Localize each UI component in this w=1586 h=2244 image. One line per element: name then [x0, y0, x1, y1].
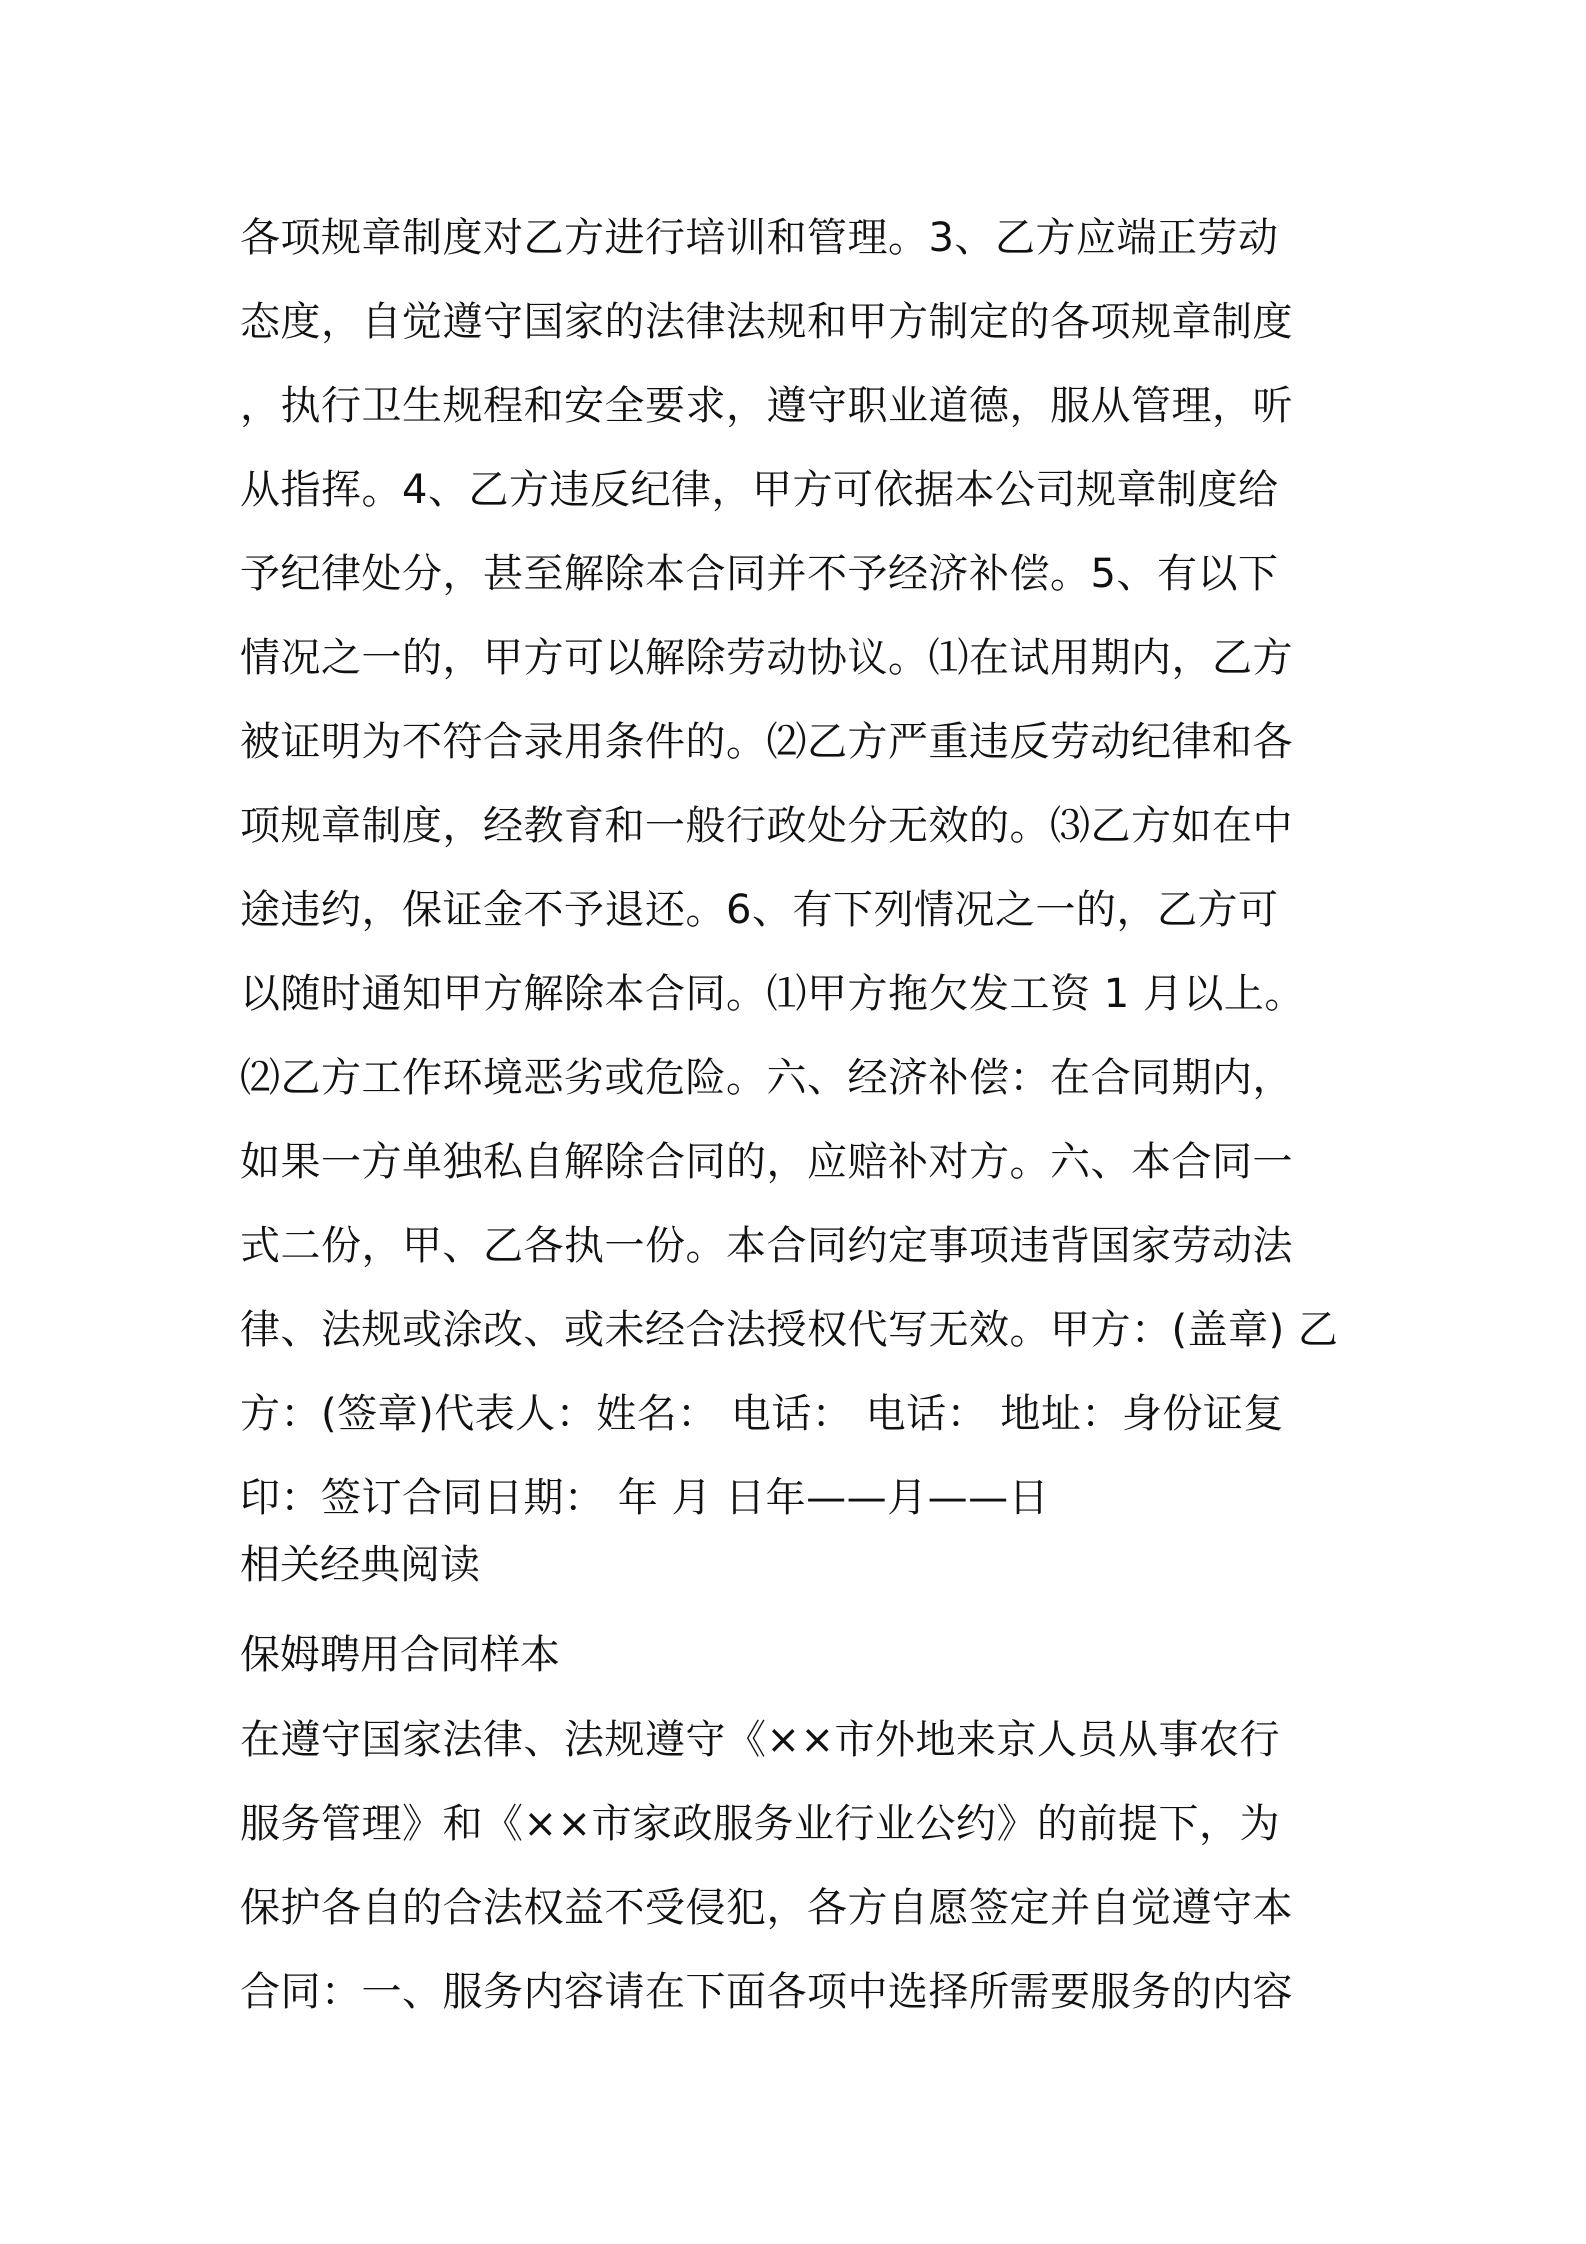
text-line: 予纪律处分，甚至解除本合同并不予经济补偿。5、有以下: [240, 551, 1279, 597]
text-line: ⑵乙方工作环境恶劣或危险。六、经济补偿：在合同期内，: [240, 1055, 1293, 1101]
text-line: 合同：一、服务内容请在下面各项中选择所需要服务的内容: [240, 1969, 1293, 2015]
text-line: 式二份，甲、乙各执一份。本合同约定事项违背国家劳动法: [240, 1223, 1293, 1269]
article-title: 保姆聘用合同样本: [240, 1632, 560, 1678]
text-line: 以随时通知甲方解除本合同。⑴甲方拖欠发工资 1 月以上。: [240, 971, 1305, 1017]
text-line: 被证明为不符合录用条件的。⑵乙方严重违反劳动纪律和各: [240, 719, 1293, 765]
related-reading-heading: 相关经典阅读: [240, 1542, 480, 1588]
text-line: 各项规章制度对乙方进行培训和管理。3、乙方应端正劳动: [240, 215, 1279, 261]
text-line: 态度，自觉遵守国家的法律法规和甲方制定的各项规章制度: [240, 299, 1293, 345]
contract-clauses-paragraph: [240, 196, 1370, 1540]
text-line: 情况之一的，甲方可以解除劳动协议。⑴在试用期内，乙方: [240, 635, 1293, 681]
text-line: 方：(签章)代表人：姓名： 电话： 电话： 地址：身份证复: [240, 1391, 1284, 1437]
related-reading-section: [240, 1530, 1370, 1690]
text-line: 印：签订合同日期： 年 月 日年——月——日: [240, 1475, 1050, 1521]
text-line: 从指挥。4、乙方违反纪律，甲方可依据本公司规章制度给: [240, 467, 1279, 513]
text-line: 保护各自的合法权益不受侵犯，各方自愿签定并自觉遵守本: [240, 1885, 1293, 1931]
text-line: 在遵守国家法律、法规遵守《××市外地来京人员从事农行: [240, 1717, 1281, 1763]
text-line: ，执行卫生规程和安全要求，遵守职业道德，服从管理，听: [240, 383, 1293, 429]
text-line: 律、法规或涂改、或未经合法授权代写无效。甲方：(盖章) 乙: [240, 1307, 1339, 1353]
text-line: 服务管理》和《××市家政服务业行业公约》的前提下，为: [240, 1801, 1281, 1847]
article-body-paragraph: [240, 1698, 1370, 2034]
text-line: 项规章制度，经教育和一般行政处分无效的。⑶乙方如在中: [240, 803, 1293, 849]
text-line: 途违约，保证金不予退还。6、有下列情况之一的，乙方可: [240, 887, 1279, 933]
text-line: 如果一方单独私自解除合同的，应赔补对方。六、本合同一: [240, 1139, 1293, 1185]
